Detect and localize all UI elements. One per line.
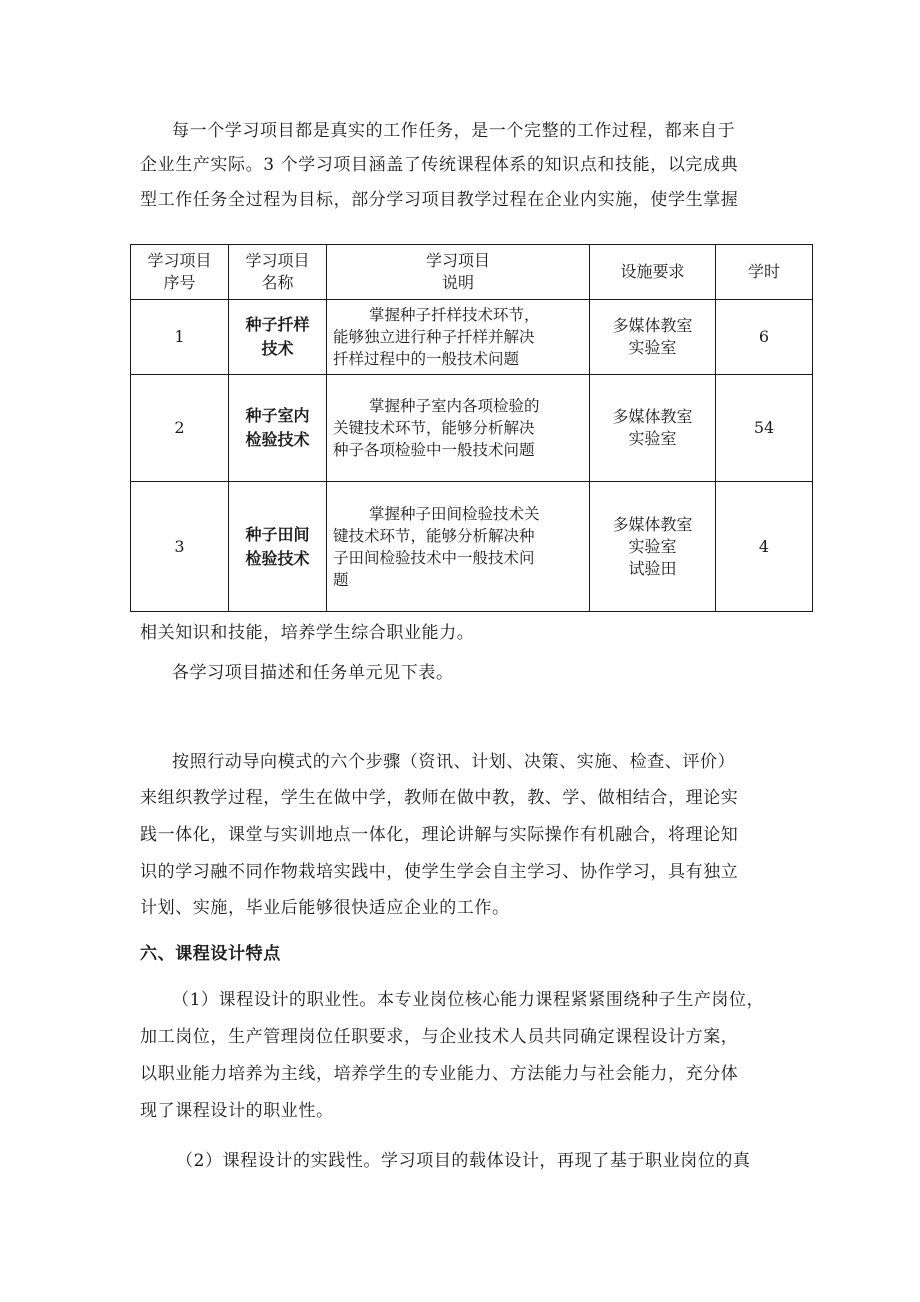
intro-line-1: 每一个学习项目都是真实的工作任务，是一个完整的工作过程，都来自于 [172,121,736,141]
paragraph2-line-4: 识的学习融不同作物栽培实践中，使学生学会自主学习、协作学习，具有独立 [140,862,739,882]
header-name: 学习项目 名称 [229,245,327,300]
row-facility: 多媒体教室 实验室 [590,375,716,482]
row-facility: 多媒体教室 实验室 试验田 [590,482,716,612]
table-row [131,300,813,375]
row-no: 2 [131,375,229,482]
row-name: 种子田间 检验技术 [229,482,327,612]
section-heading: 六、课程设计特点 [140,944,281,964]
paragraph2-line-2: 来组织教学过程，学生在做中学，教师在做中教，教、学、做相结合，理论实 [140,788,739,808]
header-facility: 设施要求 [590,245,716,300]
paragraph4-line-1: （2）课程设计的实践性。学习项目的载体设计，再现了基于职业岗位的真 [176,1151,751,1171]
after-table-line-1: 相关知识和技能，培养学生综合职业能力。 [140,623,475,643]
paragraph2-line-5: 计划、实施，毕业后能够很快适应企业的工作。 [140,898,510,918]
after-table-line-2: 各学习项目描述和任务单元见下表。 [172,663,454,683]
row-name: 种子扦样 技术 [229,300,327,375]
header-no: 学习项目 序号 [131,245,229,300]
paragraph3-line-3: 以职业能力培养为主线，培养学生的专业能力、方法能力与社会能力，充分体 [140,1064,739,1084]
row-facility: 多媒体教室 实验室 [590,300,716,375]
paragraph2-line-1: 按照行动导向模式的六个步骤（资讯、计划、决策、实施、检查、评价） [172,752,736,772]
learning-projects-table [130,244,813,612]
table-header-row [131,245,813,300]
row-name: 种子室内 检验技术 [229,375,327,482]
row-hours: 4 [716,482,813,612]
row-desc: 掌握种子室内各项检验的 关键技术环节，能够分析解决 种子各项检验中一般技术问题 [327,375,590,482]
table-row [131,375,813,482]
row-desc: 掌握种子扦样技术环节， 能够独立进行种子扦样并解决 扦样过程中的一般技术问题 [327,300,590,375]
paragraph3-line-2: 加工岗位，生产管理岗位任职要求，与企业技术人员共同确定课程设计方案， [140,1027,739,1047]
intro-line-2: 企业生产实际。3 个学习项目涵盖了传统课程体系的知识点和技能，以完成典 [140,155,739,175]
row-no: 1 [131,300,229,375]
paragraph3-line-4: 现了课程设计的职业性。 [140,1101,334,1121]
paragraph3-line-1: （1）课程设计的职业性。本专业岗位核心能力课程紧紧围绕种子生产岗位， [172,990,765,1010]
header-hours: 学时 [716,245,813,300]
row-hours: 54 [716,375,813,482]
table-row [131,482,813,612]
paragraph2-line-3: 践一体化，课堂与实训地点一体化，理论讲解与实际操作有机融合，将理论知 [140,825,739,845]
intro-line-3: 型工作任务全过程为目标，部分学习项目教学过程在企业内实施，使学生掌握 [140,190,739,210]
row-hours: 6 [716,300,813,375]
row-desc: 掌握种子田间检验技术关 键技术环节，能够分析解决种 子田间检验技术中一般技术问 题 [327,482,590,612]
header-desc: 学习项目 说明 [327,245,590,300]
row-no: 3 [131,482,229,612]
